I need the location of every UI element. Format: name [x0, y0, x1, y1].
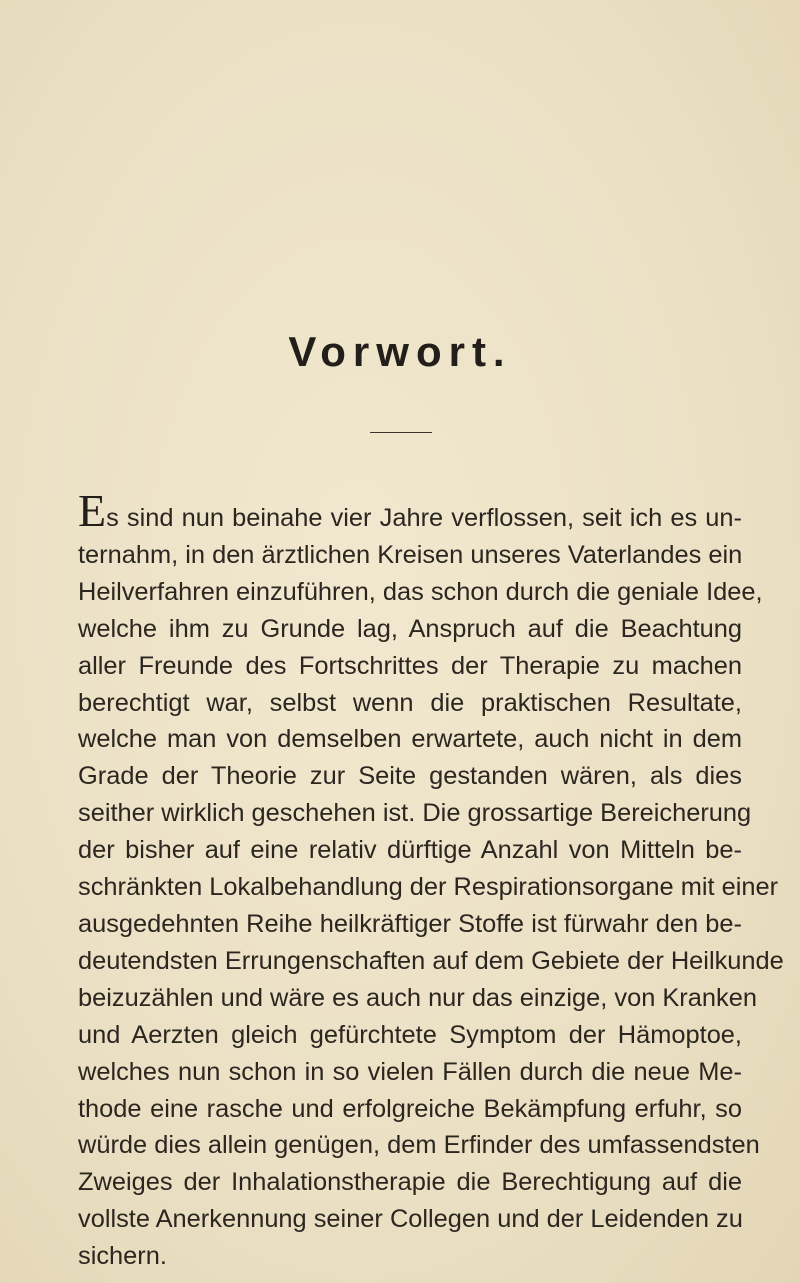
text-line: thode eine rasche und erfolgreiche Bekämpfung erfuhr, so: [78, 1094, 742, 1123]
preface-paragraph: [78, 485, 784, 1275]
text-line: Es sind nun beinahe vier Jahre verflossen, seit ich es un-: [78, 485, 742, 536]
text-line: schränkten Lokalbehandlung der Respirationsorgane mit einer: [78, 873, 779, 902]
text-line: Grade der Theorie zur Seite gestanden wären, als dies: [78, 762, 742, 791]
title-divider: [370, 432, 432, 433]
text-line: vollste Anerkennung seiner Collegen und der Leidenden zu: [78, 1205, 743, 1234]
text-line: berechtigt war, selbst wenn die praktischen Resultate,: [78, 688, 742, 717]
text-line: Heilverfahren einzuführen, das schon durch die geniale Idee,: [78, 577, 763, 606]
text-line: welche ihm zu Grunde lag, Anspruch auf die Beachtung: [78, 614, 742, 643]
text-line: ausgedehnten Reihe heilkräftiger Stoffe ist fürwahr den be-: [78, 909, 742, 938]
text-line: deutendsten Errungenschaften auf dem Gebiete der Heilkunde: [78, 946, 784, 975]
page-title: Vorwort.: [288, 328, 512, 375]
text-line: seither wirklich geschehen ist. Die grossartige Bereicherung: [78, 799, 752, 828]
drop-initial: E: [78, 485, 107, 536]
text-line: Zweiges der Inhalationstherapie die Berechtigung auf die: [78, 1168, 742, 1197]
text-line: welches nun schon in so vielen Fällen durch die neue Me-: [78, 1057, 742, 1086]
text-line: und Aerzten gleich gefürchtete Symptom der Hämoptoe,: [78, 1020, 742, 1049]
text-line: der bisher auf eine relativ dürftige Anzahl von Mitteln be-: [78, 836, 742, 865]
text-line: beizuzählen und wäre es auch nur das einzige, von Kranken: [78, 983, 757, 1012]
text-line: welche man von demselben erwartete, auch nicht in dem: [78, 725, 742, 754]
text-line: ternahm, in den ärztlichen Kreisen unseres Vaterlandes ein: [78, 540, 743, 569]
text-line: aller Freunde des Fortschrittes der Therapie zu machen: [78, 651, 742, 680]
text-line: würde dies allein genügen, dem Erfinder des umfassendsten: [78, 1131, 760, 1160]
text-line: sichern.: [78, 1242, 167, 1271]
